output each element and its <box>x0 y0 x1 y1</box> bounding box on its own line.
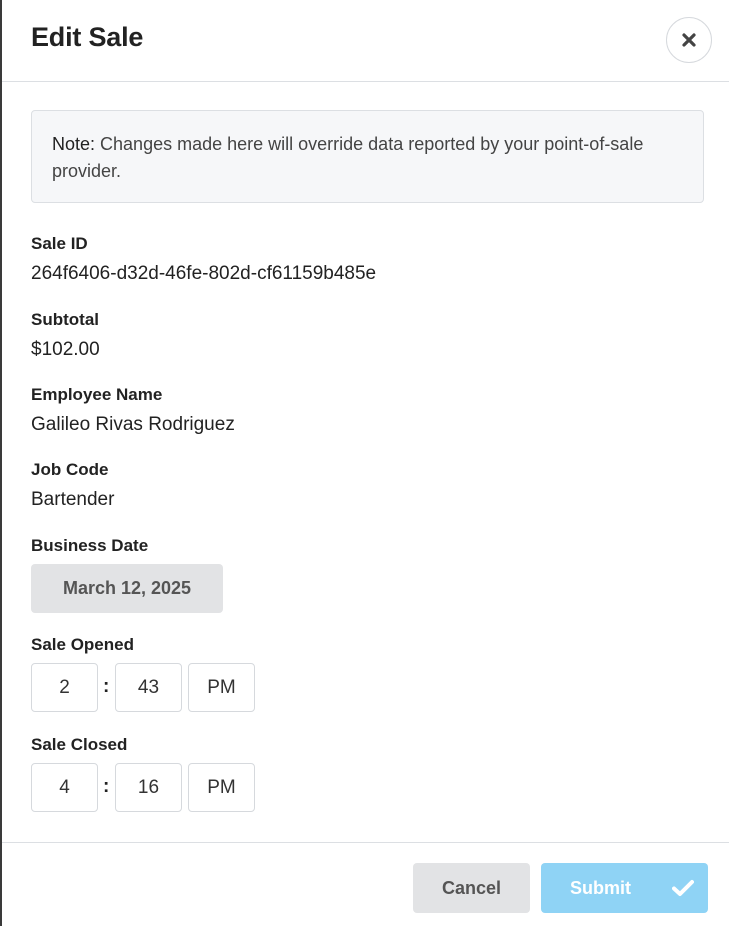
subtotal-value: $102.00 <box>31 339 100 360</box>
submit-button[interactable] <box>541 863 708 913</box>
job-code-value: Bartender <box>31 489 115 510</box>
note-text: Changes made here will override data reported by your point-of-sale provider. <box>52 134 644 181</box>
dialog-title: Edit Sale <box>31 22 144 52</box>
time-separator: : <box>103 676 110 697</box>
sale-opened-hour-input[interactable]: 2 <box>31 663 98 712</box>
sale-closed-hour-input[interactable]: 4 <box>31 763 98 812</box>
employee-name-label: Employee Name <box>31 385 163 404</box>
sale-opened-ampm-select[interactable]: PM <box>188 663 255 712</box>
dialog-header <box>2 0 729 82</box>
dialog-footer <box>2 842 729 926</box>
business-date-label: Business Date <box>31 536 149 555</box>
submit-label: Submit <box>570 878 631 898</box>
business-date-picker[interactable]: March 12, 2025 <box>31 564 223 613</box>
sale-id-label: Sale ID <box>31 234 88 253</box>
time-separator: : <box>103 776 110 797</box>
sale-closed-ampm-select[interactable]: PM <box>188 763 255 812</box>
employee-name-value: Galileo Rivas Rodriguez <box>31 414 235 435</box>
cancel-button[interactable]: Cancel <box>413 863 530 913</box>
sale-opened-label: Sale Opened <box>31 635 134 654</box>
close-icon <box>681 32 697 48</box>
close-button[interactable] <box>666 17 712 63</box>
sale-closed-minute-input[interactable]: 16 <box>115 763 182 812</box>
sale-opened-minute-input[interactable]: 43 <box>115 663 182 712</box>
job-code-label: Job Code <box>31 460 109 479</box>
note-label: Note: <box>52 134 96 154</box>
sale-id-value: 264f6406-d32d-46fe-802d-cf61159b485e <box>31 263 377 284</box>
subtotal-label: Subtotal <box>31 310 99 329</box>
override-note <box>31 110 704 203</box>
checkmark-icon <box>672 879 694 902</box>
sale-closed-label: Sale Closed <box>31 735 128 754</box>
